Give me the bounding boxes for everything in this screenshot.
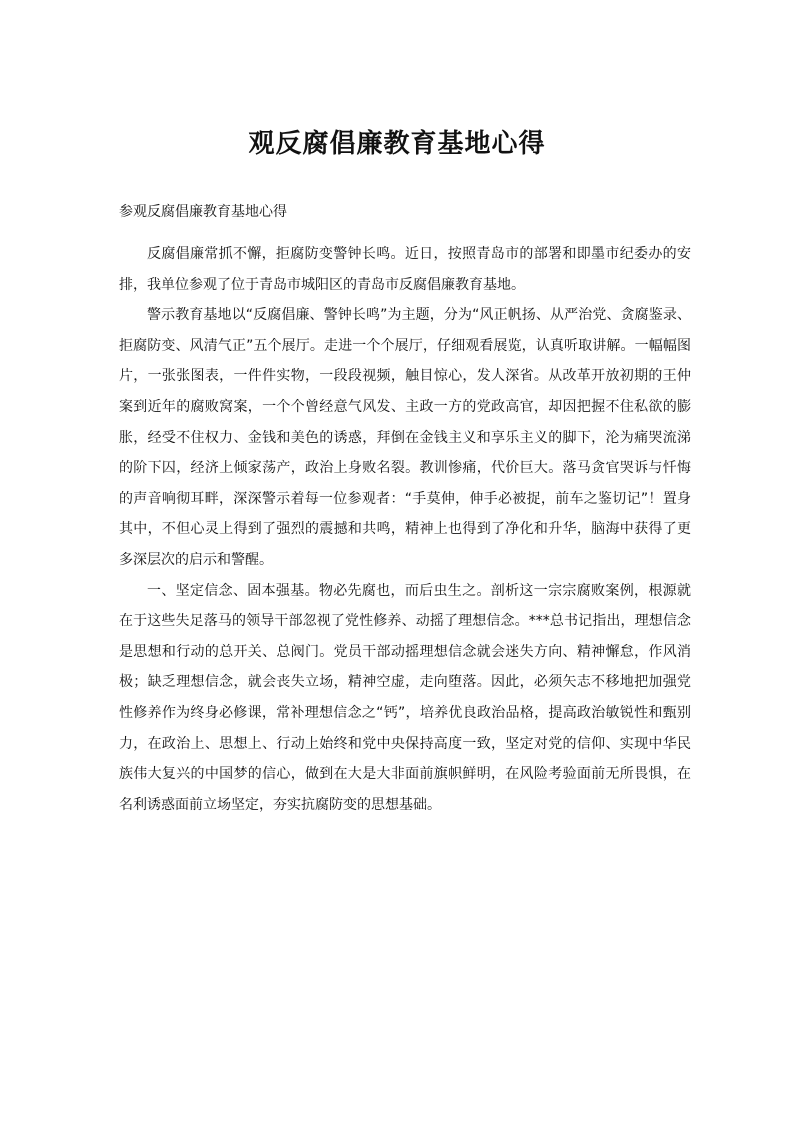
document-title: 观反腐倡廉教育基地心得 xyxy=(248,129,546,159)
document-body xyxy=(119,239,691,820)
paragraph-point-one: 一、坚定信念、固本强基。物必先腐也，而后虫生之。剖析这一宗宗腐败案例，根源就在于这些失足落马的领导干部忽视了党性修养、动摇了理想信念。***总书记指出，理想信念是思想和行动的总开关、总阀门。党员干部动摇理想信念就会迷失方向、精神懈怠，作风消极；缺乏理想信念，就会丧失立场，精神空虚，走向堕落。因此，必须矢志不移地把加强党性修养作为终身必修课，常补理想信念之“钙”，培养优良政治品格，提高政治敏锐性和甄别力，在政治上、思想上、行动上始终和党中央保持高度一致，坚定对党的信仰、实现中华民族伟大复兴的中国梦的信心，做到在大是大非面前旗帜鲜明，在风险考验面前无所畏惧，在名利诱惑面前立场坚定，夯实抗腐防变的思想基础。 xyxy=(119,582,691,813)
paragraph-exhibition: 警示教育基地以“反腐倡廉、警钟长鸣”为主题，分为“风正帆扬、从严治党、贪腐鉴录、拒腐防变、风清气正”五个展厅。走进一个个展厅，仔细观看展览，认真听取讲解。一幅幅图片，一张张图表，一件件实物，一段段视频，触目惊心，发人深省。从改革开放初期的王仲案到近年的腐败窝案，一个个曾经意气风发、主政一方的党政高官，却因把握不住私欲的膨胀，经受不住权力、金钱和美色的诱惑，拜倒在金钱主义和享乐主义的脚下，沦为痛哭流涕的阶下囚，经济上倾家荡产，政治上身败名裂。教训惨痛，代价巨大。落马贪官哭诉与忏悔的声音响彻耳畔，深深警示着每一位参观者：“手莫伸，伸手必被捉，前车之鉴切记”！置身其中，不但心灵上得到了强烈的震撼和共鸣，精神上也得到了净化和升华，脑海中获得了更多深层次的启示和警醒。 xyxy=(119,307,691,568)
document-subtitle: 参观反腐倡廉教育基地心得 xyxy=(119,204,287,220)
paragraph-intro: 反腐倡廉常抓不懈，拒腐防变警钟长鸣。近日，按照青岛市的部署和即墨市纪委办的安排，我单位参观了位于青岛市城阳区的青岛市反腐倡廉教育基地。 xyxy=(119,246,691,293)
